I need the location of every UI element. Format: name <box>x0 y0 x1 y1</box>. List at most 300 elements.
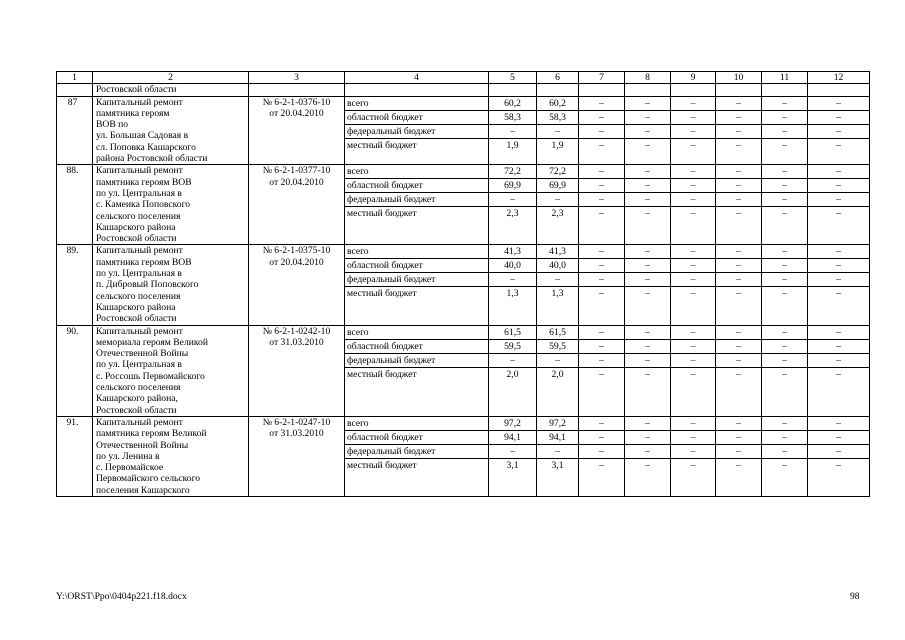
object-name-line: по ул. Центральная в <box>96 359 182 371</box>
column-6-value: – <box>537 444 578 458</box>
funding-line <box>579 207 624 221</box>
column-11-value: – <box>782 208 787 220</box>
funding-line <box>345 165 488 179</box>
column-8 <box>625 416 671 496</box>
column-5 <box>489 96 537 165</box>
funding-line <box>489 430 536 444</box>
funding-line <box>716 165 761 179</box>
object-name-line: Первомайского сельского <box>96 473 201 485</box>
column-10-lines <box>716 417 761 472</box>
column-8-value: – <box>625 353 670 367</box>
funding-line <box>716 245 761 259</box>
empty-cell <box>249 84 345 96</box>
column-7-value: – <box>579 245 624 259</box>
column-5-value: 60,2 <box>489 97 536 111</box>
column-8-value: – <box>625 273 670 287</box>
column-12-value: – <box>808 444 869 458</box>
funding-line <box>762 353 807 367</box>
column-10-value: – <box>716 273 761 287</box>
column-7-value: – <box>579 353 624 367</box>
column-10-value: – <box>736 208 741 220</box>
column-6-value: 1,9 <box>551 139 564 151</box>
document-ref-line: № 6-2-1-0242-10 <box>262 325 331 337</box>
column-5-value: 2,0 <box>506 368 519 380</box>
funding-line <box>537 444 578 458</box>
funding-source-value: всего <box>345 326 488 340</box>
funding-line <box>716 179 761 193</box>
document-ref-line: от 20.04.2010 <box>269 256 324 268</box>
column-5-value: 2,3 <box>506 208 519 220</box>
empty-cell <box>345 84 489 96</box>
column-6 <box>537 325 579 416</box>
funding-line <box>537 245 578 259</box>
funding-line <box>762 287 807 301</box>
funding-source-value: областной бюджет <box>345 179 488 193</box>
funding-line <box>537 259 578 273</box>
funding-source <box>345 165 489 245</box>
funding-line <box>808 367 869 381</box>
column-9-value: – <box>690 208 696 220</box>
funding-line <box>537 287 578 301</box>
funding-line <box>716 353 761 367</box>
funding-line <box>345 245 488 259</box>
funding-line <box>537 339 578 353</box>
funding-line <box>808 430 869 444</box>
funding-line <box>671 97 715 111</box>
column-5-value: 1,3 <box>506 288 519 300</box>
funding-line <box>345 179 488 193</box>
column-11-value: – <box>782 368 787 380</box>
column-9-value: – <box>671 444 715 458</box>
column-6-value: 40,0 <box>537 259 578 273</box>
funding-line <box>579 245 624 259</box>
column-12-value: – <box>808 417 869 431</box>
object-name-line: Капитальный ремонт <box>96 325 183 337</box>
column-5-lines <box>489 326 536 381</box>
continuation-row <box>57 84 870 96</box>
column-7-value: – <box>599 459 604 471</box>
funding-source-value: местный бюджет <box>347 459 417 471</box>
column-9 <box>671 96 716 165</box>
funding-line <box>345 430 488 444</box>
column-number: 7 <box>579 72 625 84</box>
funding-line <box>671 124 715 138</box>
funding-line <box>345 458 488 472</box>
object-name-line: мемориала героям Великой <box>96 336 208 348</box>
funding-line <box>716 259 761 273</box>
column-5-value: 1,9 <box>506 139 519 151</box>
column-11-value: – <box>762 97 807 111</box>
funding-line <box>579 110 624 124</box>
funding-line <box>489 259 536 273</box>
funding-line <box>345 339 488 353</box>
funding-line <box>537 110 578 124</box>
document-ref <box>249 325 345 416</box>
document-ref-line: № 6-2-1-0375-10 <box>262 245 331 257</box>
funding-source-lines <box>345 97 488 152</box>
object-name-line: памятника героям ВОВ <box>96 176 192 188</box>
column-12-value: – <box>836 368 841 380</box>
column-8 <box>625 245 671 325</box>
column-6-value: 72,2 <box>537 165 578 179</box>
table-row <box>57 416 870 496</box>
object-name-line: памятника героям Великой <box>96 428 207 440</box>
row-number: 88. <box>57 165 93 245</box>
object-name-line: сельского поселения <box>96 382 181 394</box>
document-ref-line: от 31.03.2010 <box>269 428 324 440</box>
column-number: 2 <box>93 72 249 84</box>
budget-table <box>56 71 870 497</box>
funding-line <box>671 207 715 221</box>
funding-line <box>625 273 670 287</box>
object-name-line: Капитальный ремонт <box>96 96 183 108</box>
funding-line <box>671 179 715 193</box>
funding-line <box>762 273 807 287</box>
funding-line <box>716 367 761 381</box>
column-11-lines <box>762 326 807 381</box>
document-ref <box>249 96 345 165</box>
funding-source-value: федеральный бюджет <box>345 273 488 287</box>
object-name <box>93 165 249 245</box>
funding-source-value: местный бюджет <box>347 288 417 300</box>
column-12 <box>808 416 870 496</box>
funding-line <box>345 326 488 340</box>
column-10-value: – <box>716 430 761 444</box>
funding-line <box>808 287 869 301</box>
column-11-value: – <box>762 444 807 458</box>
column-8-value: – <box>645 208 650 220</box>
funding-line <box>579 353 624 367</box>
column-6-value: 59,5 <box>537 339 578 353</box>
funding-line <box>537 165 578 179</box>
funding-source-value: местный бюджет <box>347 208 417 220</box>
funding-line <box>671 417 715 431</box>
column-9-lines <box>671 165 715 220</box>
funding-source-value: областной бюджет <box>345 339 488 353</box>
funding-line <box>579 367 624 381</box>
column-5-value: 40,0 <box>489 259 536 273</box>
object-name-line: ВОВ по <box>96 119 129 131</box>
funding-line <box>489 165 536 179</box>
column-7-value: – <box>599 139 604 151</box>
column-number: 1 <box>57 72 93 84</box>
funding-line <box>489 287 536 301</box>
row-number: 91. <box>57 416 93 496</box>
column-6-value: – <box>537 273 578 287</box>
column-8-value: – <box>625 124 670 138</box>
object-name-line: Капитальный ремонт <box>96 165 183 177</box>
funding-line <box>625 339 670 353</box>
document-ref <box>249 416 345 496</box>
object-name-line: Кашарского района, <box>96 393 178 405</box>
column-8-value: – <box>645 459 650 471</box>
object-name-line: с. Камеика Поповского <box>96 199 191 211</box>
object-name-line: Ростовской области <box>96 404 177 416</box>
column-12-value: – <box>808 353 869 367</box>
column-9-lines <box>671 417 715 472</box>
column-7-value: – <box>579 110 624 124</box>
column-5-lines <box>489 245 536 300</box>
column-10-value: – <box>716 353 761 367</box>
column-10-value: – <box>716 165 761 179</box>
funding-line <box>762 193 807 207</box>
funding-line <box>762 165 807 179</box>
column-9-value: – <box>671 417 715 431</box>
column-number: 12 <box>808 72 870 84</box>
column-12-value: – <box>836 459 841 471</box>
funding-line <box>537 353 578 367</box>
column-9-value: – <box>671 339 715 353</box>
column-number: 6 <box>537 72 579 84</box>
funding-line <box>716 273 761 287</box>
funding-line <box>808 326 869 340</box>
object-name <box>93 325 249 416</box>
column-9-value: – <box>690 368 696 380</box>
funding-line <box>808 353 869 367</box>
funding-line <box>345 138 488 152</box>
object-name-line: Кашарского района <box>96 221 176 233</box>
funding-line <box>537 326 578 340</box>
funding-line <box>579 430 624 444</box>
funding-line <box>489 273 536 287</box>
column-10-value: – <box>736 139 741 151</box>
empty-cell <box>716 84 762 96</box>
document-ref-line: № 6-2-1-0377-10 <box>262 165 331 177</box>
column-12 <box>808 165 870 245</box>
column-10-value: – <box>716 193 761 207</box>
column-12-value: – <box>808 124 869 138</box>
object-name-line: п. Дибровый Поповского <box>96 279 199 291</box>
column-5 <box>489 325 537 416</box>
funding-line <box>345 367 488 381</box>
object-name-line: ул. Большая Садовая в <box>96 130 189 142</box>
document-ref-line: от 20.04.2010 <box>269 176 324 188</box>
column-6-lines <box>537 165 578 220</box>
column-6-value: – <box>537 193 578 207</box>
column-9-value: – <box>671 110 715 124</box>
object-name <box>93 245 249 325</box>
column-10-value: – <box>716 97 761 111</box>
column-11 <box>762 325 808 416</box>
column-12-value: – <box>808 430 869 444</box>
column-12-lines <box>808 97 869 152</box>
column-7-lines <box>579 165 624 220</box>
column-7-value: – <box>579 193 624 207</box>
funding-line <box>489 245 536 259</box>
column-11 <box>762 416 808 496</box>
column-7-value: – <box>579 430 624 444</box>
column-8-value: – <box>625 97 670 111</box>
column-9-value: – <box>671 124 715 138</box>
funding-line <box>625 165 670 179</box>
column-11-value: – <box>762 259 807 273</box>
column-10-value: – <box>736 288 741 300</box>
column-12-value: – <box>808 110 869 124</box>
column-12-value: – <box>836 139 841 151</box>
funding-line <box>625 287 670 301</box>
document-ref <box>249 245 345 325</box>
funding-line <box>762 326 807 340</box>
column-7 <box>579 165 625 245</box>
column-5-lines <box>489 417 536 472</box>
column-5-value: – <box>489 193 536 207</box>
column-12-value: – <box>836 288 841 300</box>
funding-line <box>489 110 536 124</box>
funding-line <box>489 458 536 472</box>
column-5-value: 72,2 <box>489 165 536 179</box>
column-5 <box>489 165 537 245</box>
column-12-value: – <box>808 273 869 287</box>
column-5-lines <box>489 165 536 220</box>
column-8-value: – <box>625 179 670 193</box>
object-name-line: поселения Кашарского <box>96 484 190 496</box>
funding-line <box>762 124 807 138</box>
funding-line <box>671 193 715 207</box>
column-11-value: – <box>762 417 807 431</box>
funding-line <box>489 417 536 431</box>
funding-line <box>716 207 761 221</box>
column-7 <box>579 416 625 496</box>
column-6-value: 69,9 <box>537 179 578 193</box>
funding-source-value: областной бюджет <box>345 430 488 444</box>
column-5-value: 3,1 <box>506 459 519 471</box>
column-5-value: – <box>489 124 536 138</box>
funding-line <box>537 179 578 193</box>
funding-line <box>345 207 488 221</box>
funding-source-value: областной бюджет <box>345 259 488 273</box>
table-row <box>57 245 870 325</box>
column-9-value: – <box>671 259 715 273</box>
funding-line <box>537 193 578 207</box>
funding-line <box>489 367 536 381</box>
column-11-value: – <box>762 353 807 367</box>
column-10-value: – <box>716 245 761 259</box>
funding-line <box>489 207 536 221</box>
funding-source-value: федеральный бюджет <box>345 193 488 207</box>
funding-line <box>671 287 715 301</box>
funding-source-value: областной бюджет <box>345 110 488 124</box>
document-ref <box>249 165 345 245</box>
funding-source-value: федеральный бюджет <box>345 353 488 367</box>
funding-line <box>579 339 624 353</box>
object-name-line: сельского поселения <box>96 210 181 222</box>
object-name-line: памятника героям ВОВ <box>96 256 192 268</box>
column-5-value: – <box>489 273 536 287</box>
column-7-value: – <box>579 97 624 111</box>
table-row <box>57 165 870 245</box>
column-12-value: – <box>808 259 869 273</box>
funding-source <box>345 416 489 496</box>
column-6-value: 3,1 <box>551 459 564 471</box>
funding-source-lines <box>345 326 488 381</box>
column-11-value: – <box>762 124 807 138</box>
column-7-value: – <box>579 165 624 179</box>
funding-line <box>489 444 536 458</box>
column-10-value: – <box>736 459 741 471</box>
funding-line <box>716 110 761 124</box>
funding-line <box>716 430 761 444</box>
column-8-value: – <box>625 110 670 124</box>
funding-line <box>671 444 715 458</box>
column-6-lines <box>537 97 578 152</box>
funding-source <box>345 96 489 165</box>
file-path: Y:\ORST\Ppo\0404p221.f18.docx <box>56 591 187 602</box>
column-6-value: 41,3 <box>537 245 578 259</box>
funding-line <box>537 417 578 431</box>
funding-line <box>537 430 578 444</box>
column-8-value: – <box>645 139 650 151</box>
funding-line <box>537 207 578 221</box>
object-name-line: Ростовской области <box>96 233 177 245</box>
funding-line <box>579 259 624 273</box>
funding-line <box>762 138 807 152</box>
column-11-value: – <box>762 326 807 340</box>
funding-source-value: федеральный бюджет <box>345 124 488 138</box>
column-12-lines <box>808 417 869 472</box>
column-6-lines <box>537 326 578 381</box>
column-9 <box>671 416 716 496</box>
empty-cell <box>57 84 93 96</box>
column-7-value: – <box>579 179 624 193</box>
funding-line <box>716 287 761 301</box>
column-12-value: – <box>808 339 869 353</box>
column-8-lines <box>625 165 670 220</box>
column-7-value: – <box>579 444 624 458</box>
column-7-value: – <box>579 124 624 138</box>
funding-line <box>762 207 807 221</box>
funding-line <box>489 138 536 152</box>
column-10-lines <box>716 326 761 381</box>
column-9-value: – <box>690 288 696 300</box>
column-7-value: – <box>579 273 624 287</box>
column-12-value: – <box>808 245 869 259</box>
column-11-value: – <box>782 459 787 471</box>
column-number: 10 <box>716 72 762 84</box>
column-10 <box>716 245 762 325</box>
object-name-line: памятника героям <box>96 107 170 119</box>
column-6-value: 2,3 <box>551 208 564 220</box>
funding-source-lines <box>345 165 488 220</box>
funding-line <box>579 458 624 472</box>
funding-line <box>579 287 624 301</box>
funding-line <box>537 273 578 287</box>
column-7 <box>579 245 625 325</box>
funding-line <box>716 97 761 111</box>
object-name-line: сельского поселения <box>96 290 181 302</box>
column-8-value: – <box>625 430 670 444</box>
column-5-value: 59,5 <box>489 339 536 353</box>
funding-line <box>808 179 869 193</box>
funding-line <box>808 110 869 124</box>
column-10-value: – <box>716 179 761 193</box>
funding-line <box>537 367 578 381</box>
column-6-value: – <box>537 353 578 367</box>
funding-line <box>537 458 578 472</box>
column-8 <box>625 96 671 165</box>
column-7-lines <box>579 245 624 300</box>
column-6-lines <box>537 245 578 300</box>
column-12-value: – <box>808 193 869 207</box>
column-10-value: – <box>716 339 761 353</box>
funding-source-lines <box>345 245 488 300</box>
object-name-line: по ул. Ленина в <box>96 450 160 462</box>
column-10-value: – <box>716 444 761 458</box>
column-12 <box>808 325 870 416</box>
column-8-value: – <box>625 165 670 179</box>
column-11-value: – <box>762 245 807 259</box>
funding-line <box>671 245 715 259</box>
column-9-lines <box>671 326 715 381</box>
